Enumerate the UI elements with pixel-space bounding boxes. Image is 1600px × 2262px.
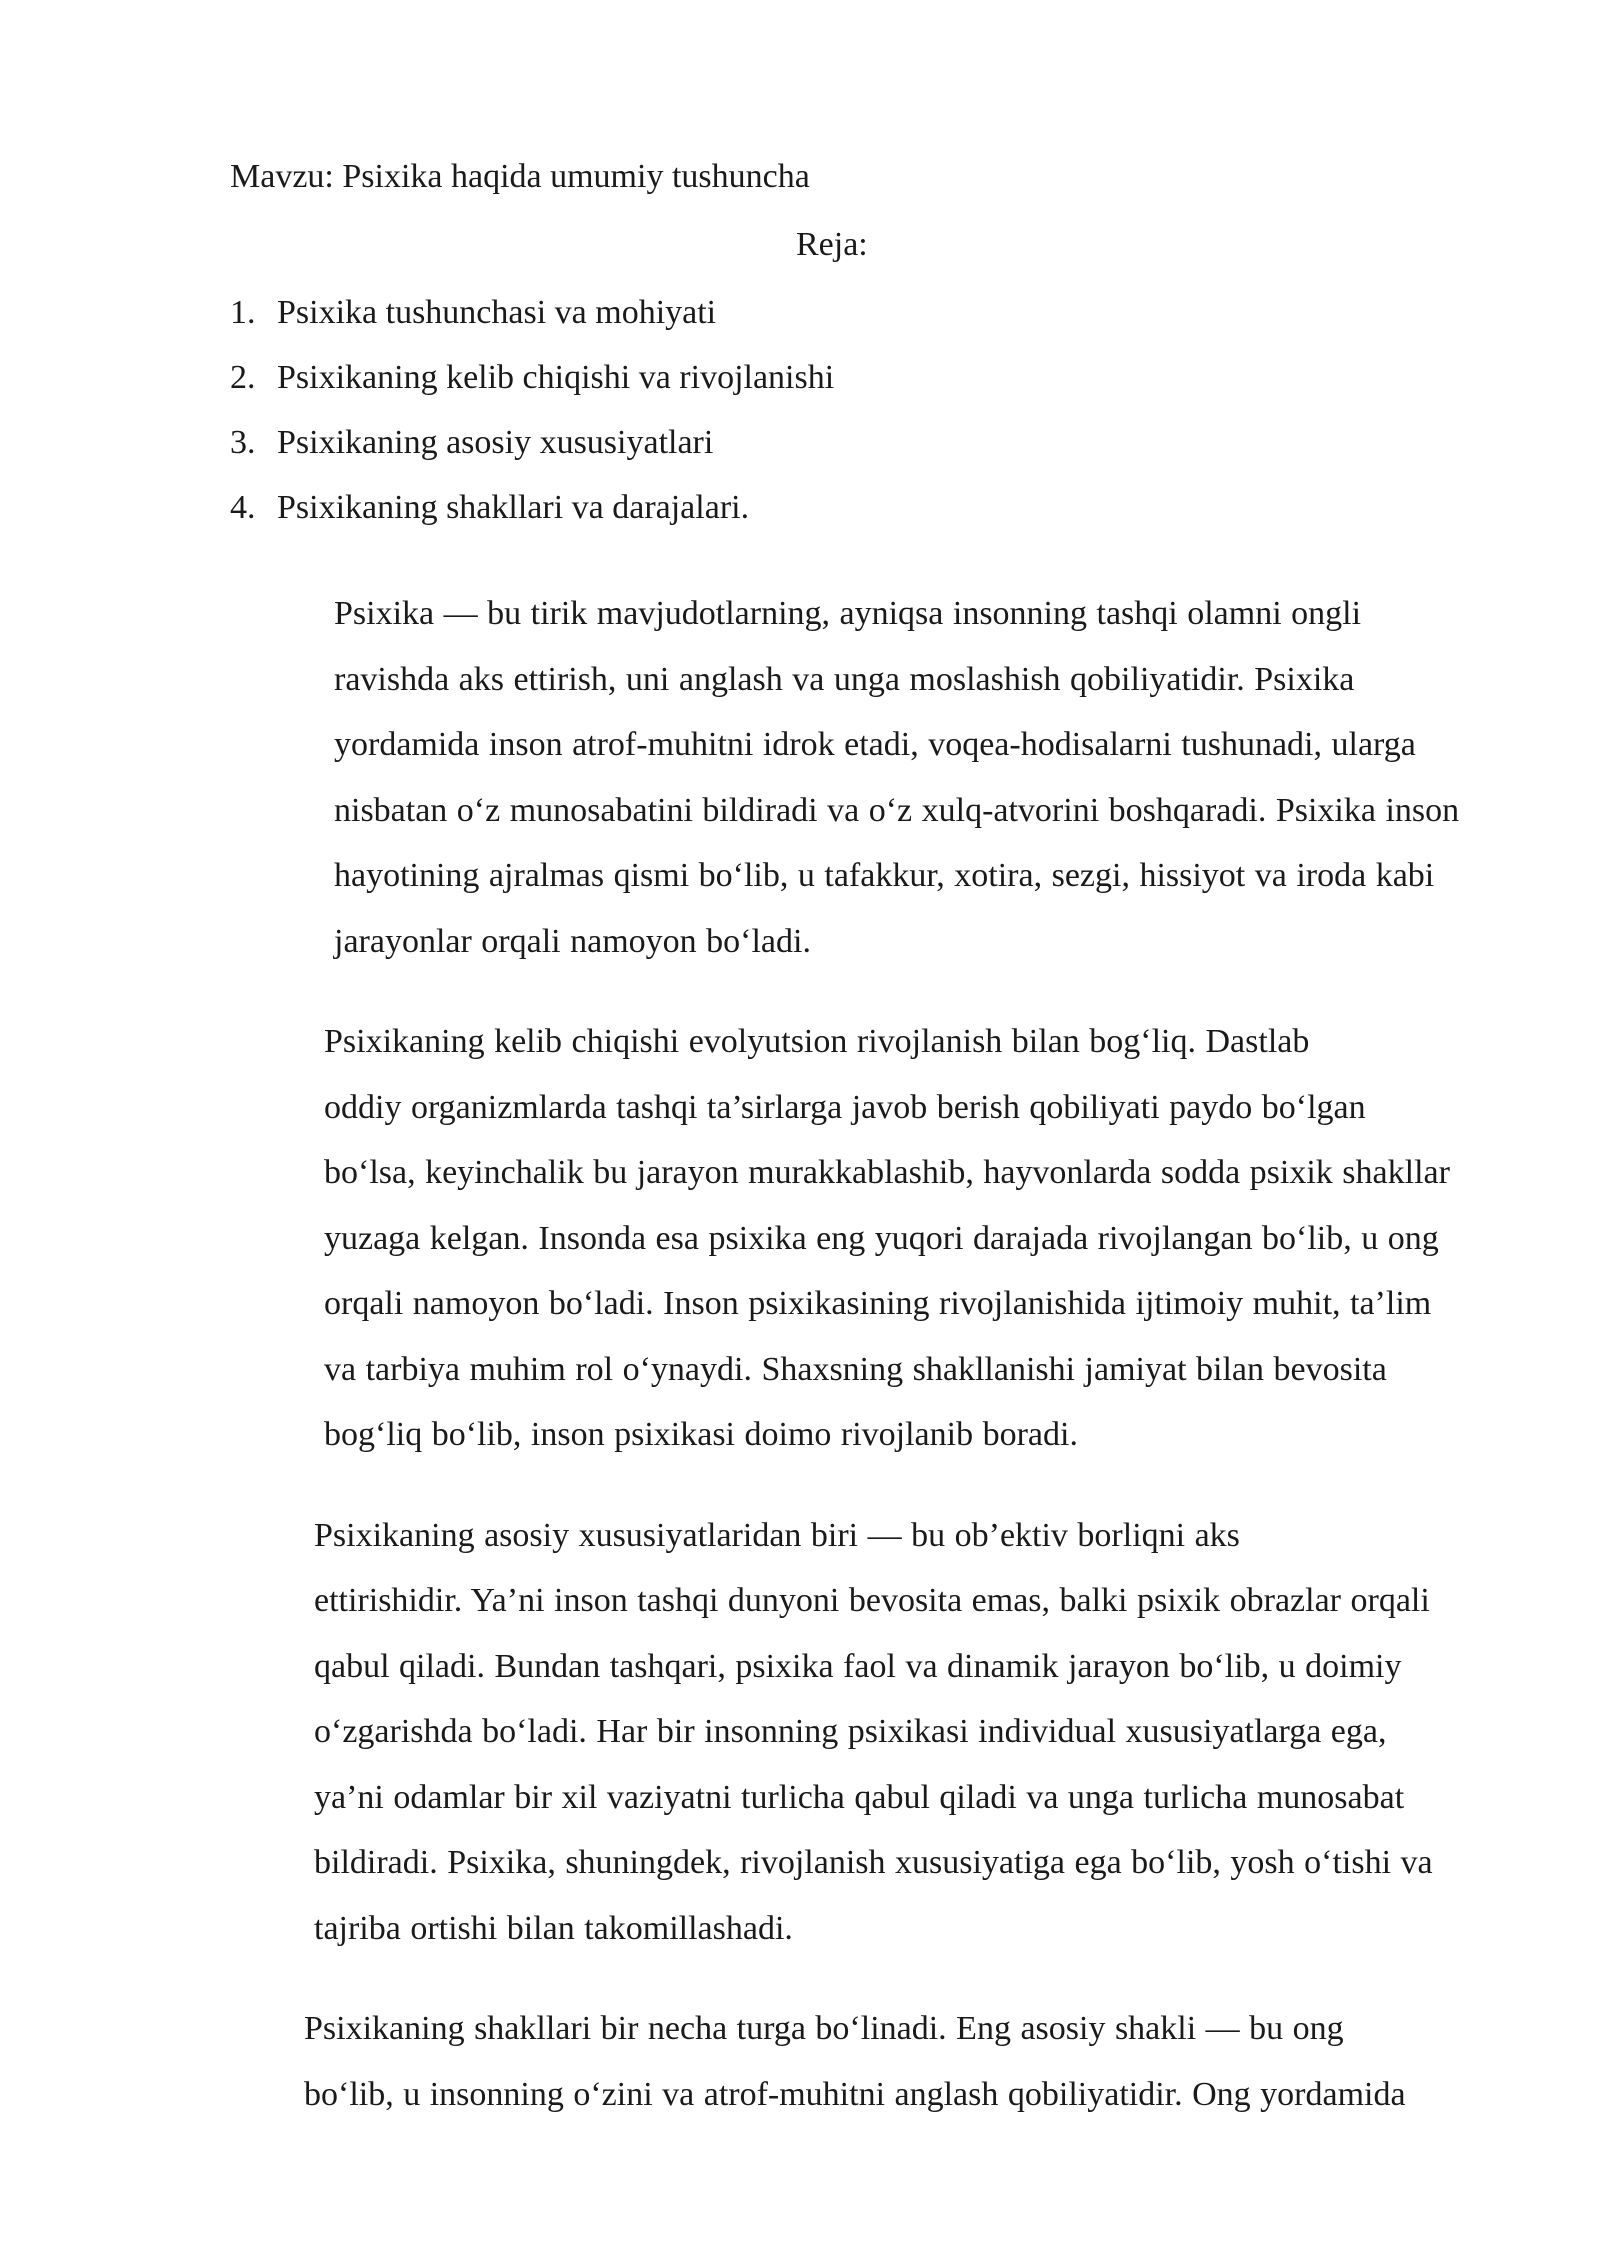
paragraph-line: Psixikaning asosiy xususiyatlaridan biri — bu ob’ektiv borliqni aks [314, 1516, 1240, 1554]
paragraph-properties [230, 1503, 1485, 1962]
plan-item [230, 410, 1485, 475]
paragraph-line: ya’ni odamlar bir xil vaziyatni turlicha qabul qiladi va unga turlicha munosabat [314, 1778, 1405, 1816]
paragraph-line: bildiradi. Psixika, shuningdek, rivojlanish xususiyatiga ega bo‘lib, yosh o‘tishi va [314, 1844, 1433, 1881]
plan-item-number: 3. [230, 424, 256, 461]
plan-item-number: 2. [230, 359, 256, 396]
paragraph-line: Psixikaning kelib chiqishi evolyutsion rivojlanish bilan bog‘liq. Dastlab [324, 1023, 1310, 1060]
paragraph-line: orqali namoyon bo‘ladi. Inson psixikasining rivojlanishida ijtimoiy muhit, ta’lim [324, 1285, 1432, 1322]
paragraph-definition [230, 581, 1485, 974]
paragraph-line: bo‘lib, u insonning o‘zini va atrof-muhitni anglash qobiliyatidir. Ong yordamida [304, 2075, 1406, 2113]
plan-item-text: Psixikaning kelib chiqishi va rivojlanishi [277, 359, 835, 396]
paragraph-line: bo‘lsa, keyinchalik bu jarayon murakkablashib, hayvonlarda sodda psixik shakllar [324, 1154, 1450, 1191]
paragraph-line: tajriba ortishi bilan takomillashadi. [314, 1909, 793, 1947]
plan-item [230, 280, 1485, 345]
paragraph-line: nisbatan o‘z munosabatini bildiradi va o‘z xulq-atvorini boshqaradi. Psixika inson [334, 791, 1460, 829]
paragraph-line: oddiy organizmlarda tashqi ta’sirlarga javob berish qobiliyati paydo bo‘lgan [324, 1088, 1366, 1126]
paragraph-line: Psixika — bu tirik mavjudotlarning, ayniqsa insonning tashqi olamni ongli [334, 595, 1362, 632]
plan-heading: Reja: [796, 226, 868, 263]
plan-item-number: 1. [230, 294, 256, 331]
plan-item-text: Psixikaning asosiy xususiyatlari [277, 424, 714, 461]
paragraph-forms [230, 1996, 1485, 2127]
paragraph-line: qabul qiladi. Bundan tashqari, psixika faol va dinamik jarayon bo‘lib, u doimiy [314, 1647, 1402, 1685]
paragraph-line: jarayonlar orqali namoyon bo‘ladi. [334, 922, 811, 960]
paragraph-line: Psixikaning shakllari bir necha turga bo‘linadi. Eng asosiy shakli — bu ong [304, 2010, 1344, 2047]
paragraph-line: ravishda aks ettirish, uni anglash va unga moslashish qobiliyatidir. Psixika [334, 660, 1355, 698]
paragraph-line: yuzaga kelgan. Insonda esa psixika eng yuqori darajada rivojlangan bo‘lib, u ong [324, 1219, 1439, 1257]
document-topic: Mavzu: Psixika haqida umumiy tushuncha [230, 158, 810, 195]
plan-item-text: Psixika tushunchasi va mohiyati [277, 294, 717, 331]
paragraph-line: bog‘liq bo‘lib, inson psixikasi doimo rivojlanib boradi. [324, 1416, 1078, 1453]
paragraph-line: yordamida inson atrof-muhitni idrok etadi, voqea-hodisalarni tushunadi, ularga [334, 726, 1416, 763]
paragraph-line: hayotining ajralmas qismi bo‘lib, u tafakkur, xotira, sezgi, hissiyot va iroda kabi [334, 857, 1435, 894]
document-body [230, 148, 1485, 2127]
paragraph-origin [230, 1009, 1485, 1468]
plan-item [230, 345, 1485, 410]
paragraph-line: o‘zgarishda bo‘ladi. Har bir insonning psixikasi individual xususiyatlarga ega, [314, 1713, 1387, 1750]
paragraph-line: va tarbiya muhim rol o‘ynaydi. Shaxsning shakllanishi jamiyat bilan bevosita [324, 1350, 1387, 1388]
plan-item [230, 475, 1485, 540]
plan-list [230, 280, 1485, 540]
plan-item-text: Psixikaning shakllari va darajalari. [277, 489, 750, 526]
plan-item-number: 4. [230, 489, 256, 526]
paragraph-line: ettirishidir. Ya’ni inson tashqi dunyoni bevosita emas, balki psixik obrazlar orqali [314, 1582, 1430, 1619]
